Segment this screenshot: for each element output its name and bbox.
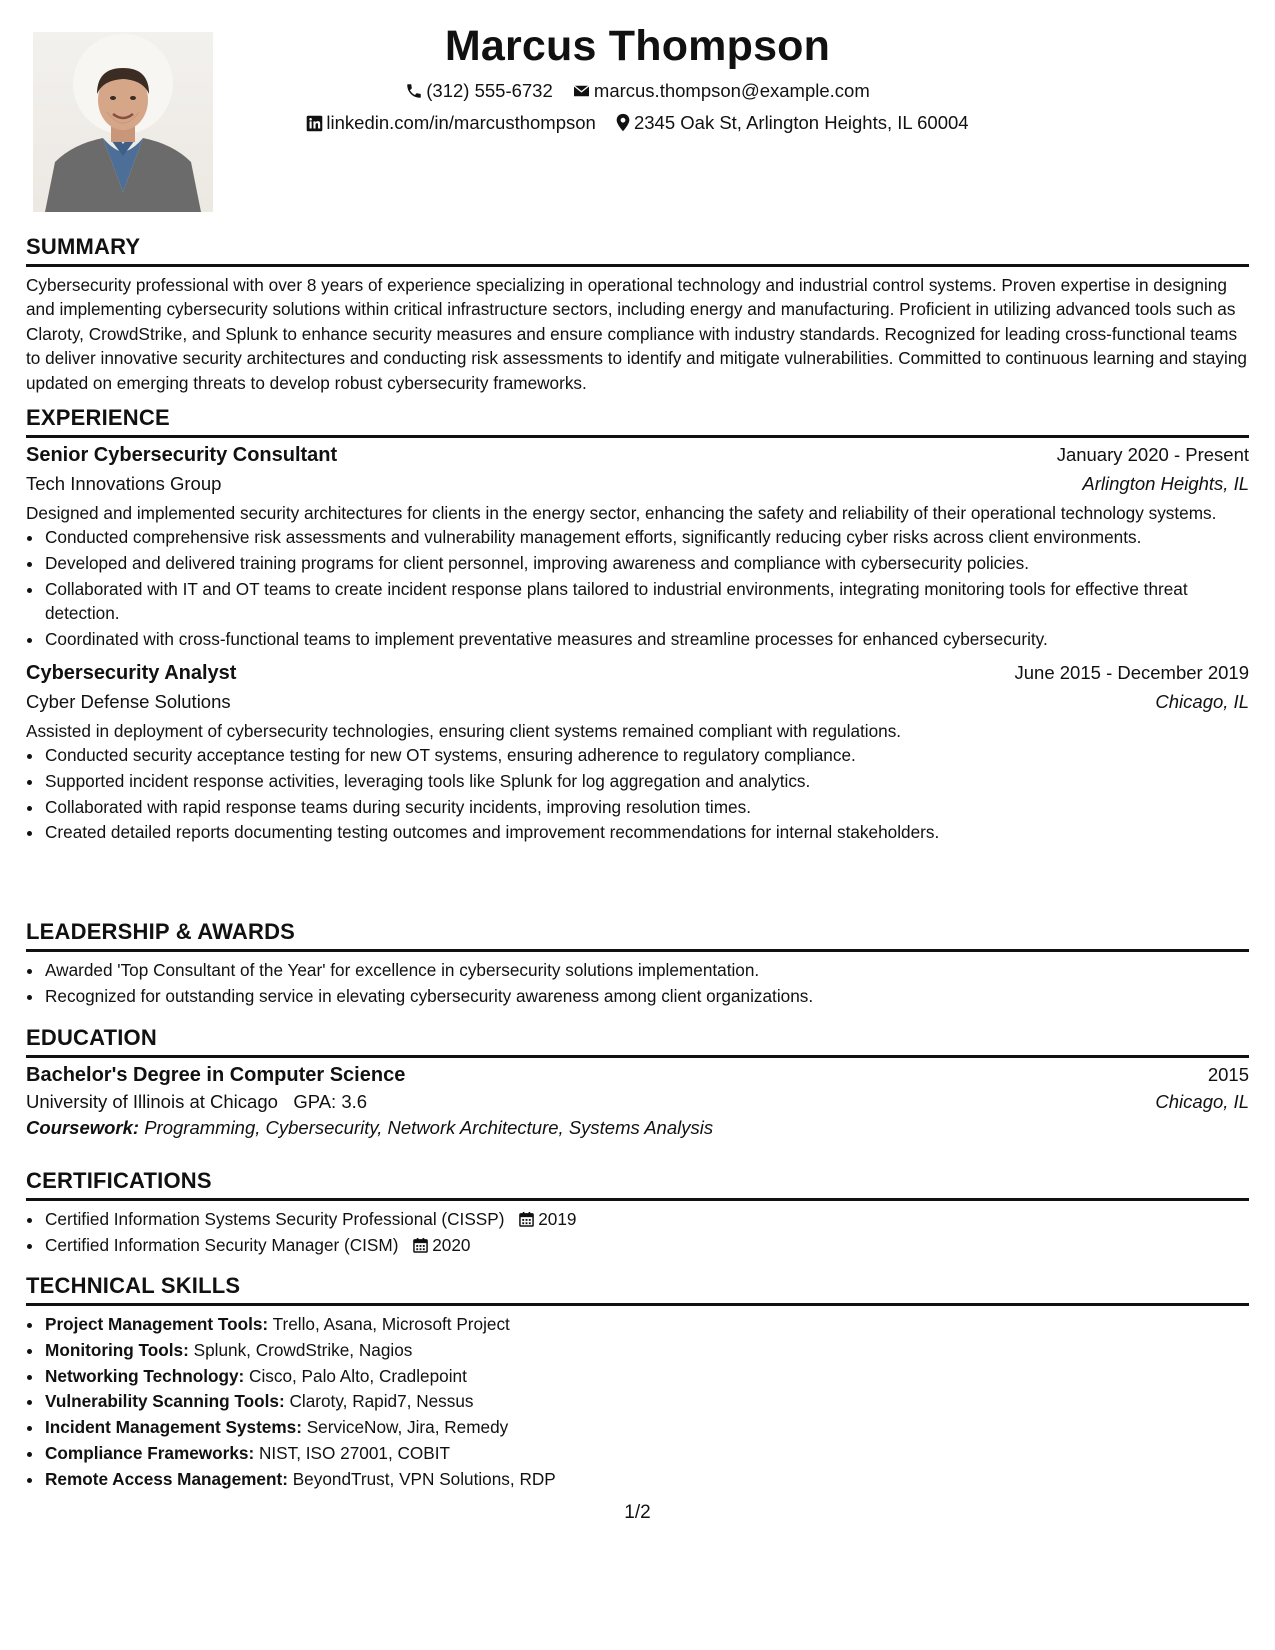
linkedin-contact[interactable] [306, 112, 595, 134]
job-subheader [26, 473, 1249, 495]
job-bullet: • Conducted comprehensive risk assessments and vulnerability management efforts, significantly reducing cyber risks across client environments. [44, 525, 1249, 549]
gpa-text: GPA: 3.6 [293, 1091, 368, 1112]
skill-value: BeyondTrust, VPN Solutions, RDP [292, 1468, 556, 1489]
skill-value: NIST, ISO 27001, COBIT [258, 1442, 451, 1463]
education-header [26, 1064, 1249, 1087]
phone-contact [405, 80, 553, 102]
leadership-heading: LEADERSHIP & AWARDS [26, 919, 1249, 952]
calendar-icon [519, 1211, 534, 1227]
job-location: Arlington Heights, IL [1082, 473, 1249, 494]
job-dates: June 2015 - December 2019 [1014, 661, 1249, 683]
education-heading: EDUCATION [26, 1025, 1249, 1058]
skill-label: Compliance Frameworks: [45, 1442, 255, 1463]
skill-item [44, 1338, 1249, 1362]
skill-label: Remote Access Management: [45, 1468, 288, 1489]
certification-year: 2020 [432, 1234, 471, 1255]
summary-text: Cybersecurity professional with over 8 years of experience specializing in operational technology and industrial control systems. Proven expertise in designing and implementing cybersecurity solutions within critical infrastructure sectors, including energy and manufacturing. Proficient in utilizing advanced tools such as Claroty, CrowdStrike, and Splunk to enhance security measures and ensure compliance with industry standards. Recognized for leading cross-functional teams to deliver innovative security architectures and conducting risk assessments to identify and mitigate vulnerabilities. Committed to continuous learning and staying updated on emerging threats to develop robust cybersecurity frameworks. [26, 275, 1247, 393]
contact-row-1 [26, 80, 1249, 102]
skill-item [44, 1312, 1249, 1336]
skill-value: Trello, Asana, Microsoft Project [272, 1314, 510, 1334]
summary-section [26, 234, 1249, 395]
skill-item [44, 1364, 1249, 1388]
education-section [26, 1025, 1249, 1139]
skill-item [44, 1467, 1249, 1491]
job-subheader [26, 691, 1249, 713]
certification-name: Certified Information Security Manager (CISM) [45, 1234, 399, 1255]
certification-item [44, 1233, 1249, 1257]
award-item: • Awarded 'Top Consultant of the Year' for excellence in cybersecurity solutions implementation. [44, 958, 1249, 982]
job-header [26, 662, 1249, 685]
email-text[interactable]: marcus.thompson@example.com [593, 80, 870, 101]
job-bullet: • Supported incident response activities, leveraging tools like Splunk for log aggregation and analytics. [44, 769, 1249, 793]
school-line [26, 1091, 367, 1113]
calendar-icon [413, 1237, 428, 1253]
certification-item [44, 1207, 1249, 1231]
job-location: Chicago, IL [1155, 690, 1249, 712]
skill-value: ServiceNow, Jira, Remedy [306, 1417, 509, 1438]
coursework-label: Coursework: [26, 1117, 140, 1138]
school-location: Chicago, IL [1155, 1091, 1249, 1112]
skills-heading: TECHNICAL SKILLS [26, 1273, 1249, 1306]
company-name: Cyber Defense Solutions [26, 690, 231, 712]
job-bullet: • Created detailed reports documenting testing outcomes and improvement recommendations for internal stakeholders. [44, 820, 1249, 844]
skill-label: Incident Management Systems: [45, 1417, 302, 1438]
education-subheader [26, 1091, 1249, 1113]
job-bullet: • Collaborated with rapid response teams during security incidents, improving resolution times. [44, 795, 1249, 819]
skills-section [26, 1273, 1249, 1493]
map-pin-icon [615, 113, 631, 132]
job-bullet: • Conducted security acceptance testing for new OT systems, ensuring adherence to regulatory compliance. [44, 743, 1249, 767]
skill-label: Monitoring Tools: [45, 1339, 189, 1360]
job-bullet: • Developed and delivered training programs for client personnel, improving awareness and compliance with cybersecurity policies. [44, 551, 1249, 575]
skill-value: Splunk, CrowdStrike, Nagios [193, 1339, 413, 1360]
job-title: Senior Cybersecurity Consultant [26, 444, 338, 466]
phone-text: (312) 555-6732 [426, 80, 553, 101]
page-number: 1/2 [624, 1502, 651, 1523]
school-name: University of Illinois at Chicago [26, 1091, 278, 1112]
job-entry [26, 444, 1249, 652]
experience-heading: EXPERIENCE [26, 405, 1249, 438]
skill-value: Cisco, Palo Alto, Cradlepoint [249, 1365, 467, 1386]
job-description: Designed and implemented security architectures for clients in the energy sector, enhancing the safety and reliability of their operational technology systems. [26, 503, 1217, 523]
job-bullets [26, 743, 1249, 845]
degree-title: Bachelor's Degree in Computer Science [26, 1064, 406, 1086]
address-contact [615, 112, 969, 134]
skills-list [26, 1312, 1249, 1491]
job-bullet: • Collaborated with IT and OT teams to create incident response plans tailored to industrial environments, integrating monitoring tools for effective threat detection. [44, 577, 1249, 626]
skill-item [44, 1389, 1249, 1413]
certifications-heading: CERTIFICATIONS [26, 1168, 1249, 1201]
experience-section [26, 405, 1249, 846]
job-bullet: • Coordinated with cross-functional teams to implement preventative measures and streamline processes for enhanced cybersecurity. [44, 627, 1249, 651]
envelope-icon [572, 82, 591, 100]
certifications-section [26, 1168, 1249, 1259]
coursework-text: Programming, Cybersecurity, Network Architecture, Systems Analysis [144, 1117, 714, 1138]
resume-page [26, 0, 1249, 1650]
job-bullets [26, 525, 1249, 651]
company-name: Tech Innovations Group [26, 473, 222, 494]
skill-item [44, 1415, 1249, 1439]
summary-heading: SUMMARY [26, 234, 1249, 267]
linkedin-icon [306, 115, 323, 132]
graduation-year: 2015 [1207, 1064, 1249, 1085]
skill-label: Vulnerability Scanning Tools: [45, 1391, 285, 1412]
linkedin-text[interactable]: linkedin.com/in/marcusthompson [326, 112, 596, 133]
email-contact[interactable] [572, 80, 870, 102]
certifications-list [26, 1207, 1249, 1257]
job-dates: January 2020 - Present [1056, 444, 1249, 465]
skill-item [44, 1441, 1249, 1465]
certification-name: Certified Information Systems Security Professional (CISSP) [45, 1209, 505, 1229]
leadership-section [26, 919, 1249, 1010]
contact-row-2 [26, 112, 1249, 134]
job-title: Cybersecurity Analyst [26, 661, 237, 684]
phone-icon [405, 82, 423, 100]
leadership-list [26, 958, 1249, 1008]
skill-value: Claroty, Rapid7, Nessus [289, 1391, 474, 1412]
candidate-name: Marcus Thompson [444, 22, 831, 70]
coursework-line [26, 1117, 1249, 1139]
skill-label: Project Management Tools: [45, 1314, 269, 1334]
job-header [26, 444, 1249, 467]
certification-year: 2019 [538, 1209, 577, 1229]
job-description: Assisted in deployment of cybersecurity technologies, ensuring client systems remained compliant with regulations. [26, 720, 902, 741]
skill-label: Networking Technology: [45, 1365, 245, 1386]
award-item: • Recognized for outstanding service in elevating cybersecurity awareness among client organizations. [44, 984, 1249, 1008]
job-entry [26, 662, 1249, 845]
address-text: 2345 Oak St, Arlington Heights, IL 60004 [633, 112, 969, 133]
